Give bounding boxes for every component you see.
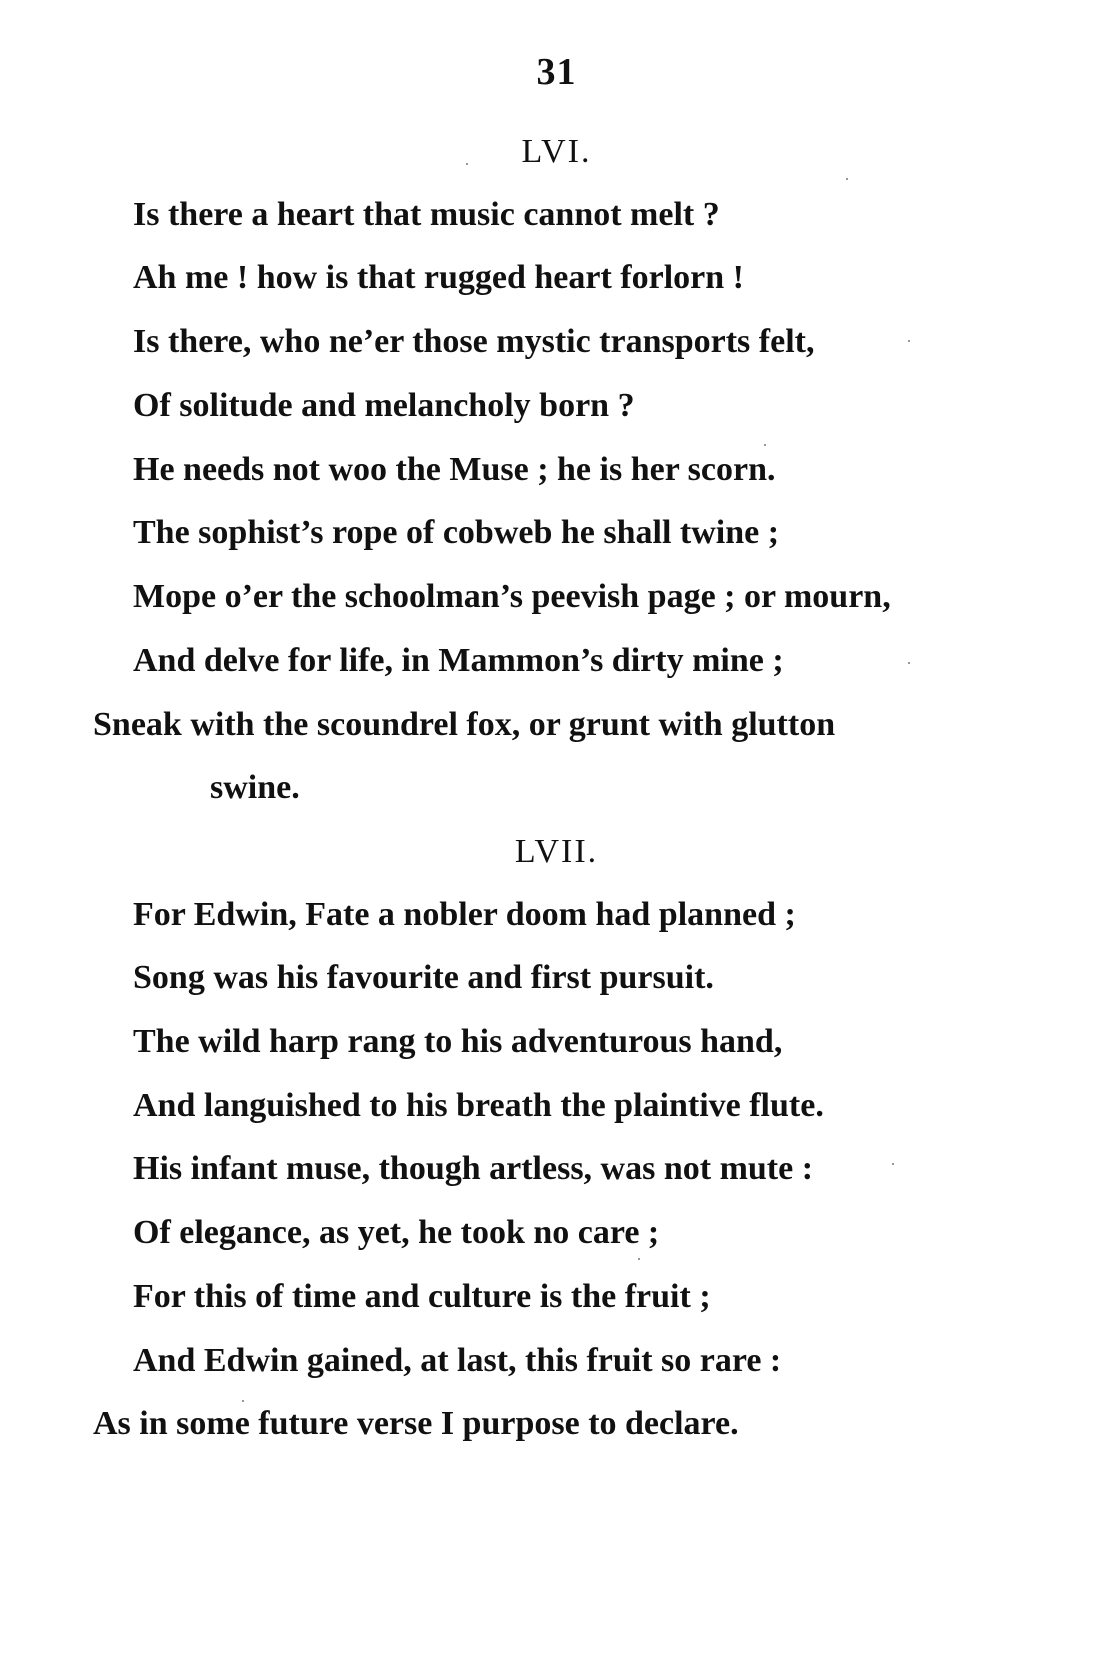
poem-line: And delve for life, in Mammon’s dirty mine ; <box>133 642 784 679</box>
poem-line: The wild harp rang to his adventurous hand, <box>133 1023 783 1060</box>
poem-line: Is there a heart that music cannot melt ? <box>133 196 720 233</box>
stanza-title-lvii: LVII. <box>514 833 599 870</box>
poem-line: The sophist’s rope of cobweb he shall twine ; <box>133 514 780 551</box>
poem-line: Is there, who ne’er those mystic transports felt, <box>133 323 815 360</box>
poem-line-turnover: swine. <box>210 769 300 806</box>
poem-line: Of solitude and melancholy born ? <box>133 387 635 424</box>
stanza-title-lvi: LVI. <box>521 133 592 170</box>
scan-speck <box>638 1258 640 1260</box>
scan-speck <box>764 444 766 446</box>
poem-line: He needs not woo the Muse ; he is her scorn. <box>133 451 776 488</box>
scan-speck <box>908 662 910 664</box>
poem-line: For Edwin, Fate a nobler doom had planned ; <box>133 896 796 933</box>
poem-line: Song was his favourite and first pursuit. <box>133 959 714 996</box>
scan-speck <box>846 178 848 180</box>
poem-line: And Edwin gained, at last, this fruit so rare : <box>133 1342 782 1379</box>
scan-speck <box>242 1400 244 1402</box>
poem-line: And languished to his breath the plaintive flute. <box>133 1087 824 1124</box>
poem-line: His infant muse, though artless, was not mute : <box>133 1150 814 1187</box>
scan-speck <box>466 163 468 165</box>
scan-speck <box>908 340 910 342</box>
page-number: 31 <box>536 51 577 93</box>
poem-line: Mope o’er the schoolman’s peevish page ; or mourn, <box>133 578 891 615</box>
poem-line: Ah me ! how is that rugged heart forlorn ! <box>133 259 744 296</box>
scan-speck <box>892 1163 894 1165</box>
poem-line-alexandrine: Sneak with the scoundrel fox, or grunt with glutton <box>93 706 836 743</box>
poem-line: Of elegance, as yet, he took no care ; <box>133 1214 660 1251</box>
poem-line-alexandrine: As in some future verse I purpose to declare. <box>93 1405 739 1442</box>
poem-line: For this of time and culture is the fruit ; <box>133 1278 711 1315</box>
